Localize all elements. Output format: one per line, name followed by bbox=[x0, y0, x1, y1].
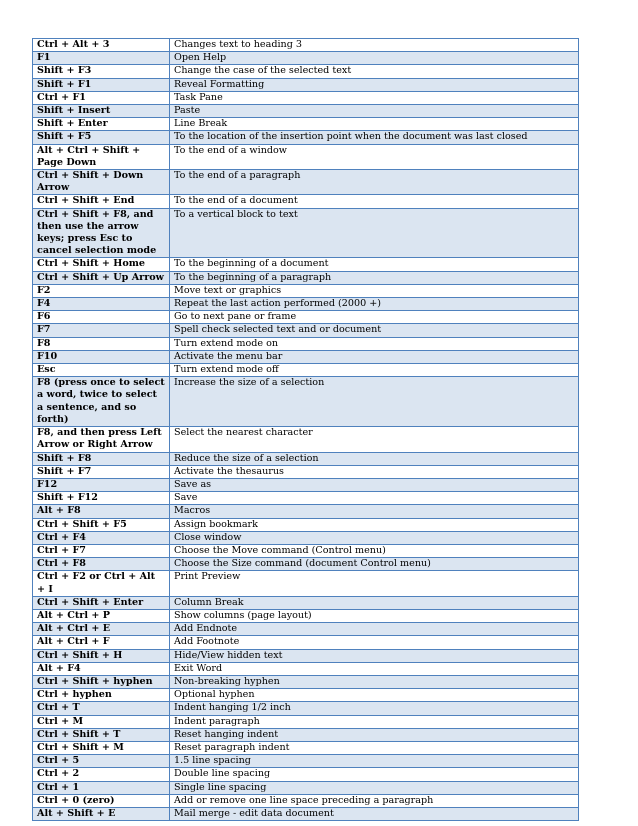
shortcut-key: F8 (press once to select a word, twice to select a sentence, and so forth) bbox=[33, 377, 170, 427]
shortcut-key: F7 bbox=[33, 324, 170, 337]
table-row bbox=[33, 492, 579, 505]
shortcut-key: Ctrl + Shift + M bbox=[33, 741, 170, 754]
shortcut-key: Alt + F4 bbox=[33, 662, 170, 675]
shortcut-key: Ctrl + M bbox=[33, 715, 170, 728]
shortcut-key: Alt + Ctrl + E bbox=[33, 623, 170, 636]
shortcut-action: To a vertical block to text bbox=[170, 208, 579, 258]
table-row bbox=[33, 271, 579, 284]
shortcut-key: Ctrl + Shift + Up Arrow bbox=[33, 271, 170, 284]
shortcut-key: F8 bbox=[33, 337, 170, 350]
shortcut-action: Line Break bbox=[170, 118, 579, 131]
shortcut-key: F6 bbox=[33, 311, 170, 324]
shortcut-key: Ctrl + Shift + hyphen bbox=[33, 675, 170, 688]
shortcut-action: 1.5 line spacing bbox=[170, 755, 579, 768]
table-row bbox=[33, 284, 579, 297]
table-row bbox=[33, 505, 579, 518]
shortcut-key: Ctrl + Shift + Home bbox=[33, 258, 170, 271]
table-row bbox=[33, 768, 579, 781]
table-row bbox=[33, 728, 579, 741]
shortcut-action: Show columns (page layout) bbox=[170, 609, 579, 622]
shortcut-action: Double line spacing bbox=[170, 768, 579, 781]
table-row bbox=[33, 596, 579, 609]
shortcut-action: Choose the Size command (document Control menu) bbox=[170, 558, 579, 571]
table-row bbox=[33, 427, 579, 452]
shortcut-action: Add or remove one line space preceding a paragraph bbox=[170, 794, 579, 807]
table-row bbox=[33, 324, 579, 337]
table-row bbox=[33, 571, 579, 596]
table-row bbox=[33, 609, 579, 622]
shortcut-key: Shift + F1 bbox=[33, 78, 170, 91]
table-row bbox=[33, 755, 579, 768]
shortcut-key: F1 bbox=[33, 52, 170, 65]
shortcut-key: Ctrl + F1 bbox=[33, 91, 170, 104]
table-row bbox=[33, 208, 579, 258]
shortcut-action: Indent paragraph bbox=[170, 715, 579, 728]
table-row bbox=[33, 131, 579, 144]
shortcut-action: Open Help bbox=[170, 52, 579, 65]
shortcut-action: Change the case of the selected text bbox=[170, 65, 579, 78]
shortcut-action: Reset paragraph indent bbox=[170, 741, 579, 754]
table-row bbox=[33, 144, 579, 169]
shortcut-action: To the beginning of a paragraph bbox=[170, 271, 579, 284]
shortcut-key: Ctrl + 0 (zero) bbox=[33, 794, 170, 807]
table-row bbox=[33, 78, 579, 91]
shortcut-action: Paste bbox=[170, 105, 579, 118]
shortcut-key: Ctrl + 2 bbox=[33, 768, 170, 781]
shortcut-action: Select the nearest character bbox=[170, 427, 579, 452]
shortcut-action: Add Endnote bbox=[170, 623, 579, 636]
table-row bbox=[33, 39, 579, 52]
shortcut-action: To the end of a paragraph bbox=[170, 170, 579, 195]
shortcut-action: Column Break bbox=[170, 596, 579, 609]
table-row bbox=[33, 741, 579, 754]
shortcut-action: Task Pane bbox=[170, 91, 579, 104]
shortcut-action: Close window bbox=[170, 531, 579, 544]
shortcut-key: Ctrl + Shift + End bbox=[33, 195, 170, 208]
table-row bbox=[33, 258, 579, 271]
shortcut-action: Spell check selected text and or document bbox=[170, 324, 579, 337]
shortcut-key: Ctrl + 5 bbox=[33, 755, 170, 768]
shortcut-key: Ctrl + Shift + F5 bbox=[33, 518, 170, 531]
shortcut-action: Indent hanging 1/2 inch bbox=[170, 702, 579, 715]
shortcut-action: Single line spacing bbox=[170, 781, 579, 794]
shortcut-key: Ctrl + Shift + F8, and then use the arrow keys; press Esc to cancel selection mode bbox=[33, 208, 170, 258]
shortcut-action: Increase the size of a selection bbox=[170, 377, 579, 427]
shortcut-key: Shift + F12 bbox=[33, 492, 170, 505]
shortcut-key: Ctrl + T bbox=[33, 702, 170, 715]
shortcut-key: F10 bbox=[33, 350, 170, 363]
shortcut-key: Ctrl + F2 or Ctrl + Alt + I bbox=[33, 571, 170, 596]
table-row bbox=[33, 781, 579, 794]
shortcut-key: Alt + Shift + E bbox=[33, 807, 170, 820]
table-row bbox=[33, 689, 579, 702]
shortcut-action: Non-breaking hyphen bbox=[170, 675, 579, 688]
table-row bbox=[33, 623, 579, 636]
shortcut-action: Changes text to heading 3 bbox=[170, 39, 579, 52]
shortcut-action: Activate the menu bar bbox=[170, 350, 579, 363]
shortcut-key: Shift + F5 bbox=[33, 131, 170, 144]
shortcut-action: Mail merge - edit data document bbox=[170, 807, 579, 820]
table-row bbox=[33, 91, 579, 104]
shortcut-action: To the end of a window bbox=[170, 144, 579, 169]
shortcut-action: Macros bbox=[170, 505, 579, 518]
shortcut-key: F4 bbox=[33, 298, 170, 311]
shortcut-key: Alt + Ctrl + F bbox=[33, 636, 170, 649]
shortcut-action: Reduce the size of a selection bbox=[170, 452, 579, 465]
table-row bbox=[33, 364, 579, 377]
table-row bbox=[33, 702, 579, 715]
table-row bbox=[33, 558, 579, 571]
table-row bbox=[33, 52, 579, 65]
table-row bbox=[33, 337, 579, 350]
table-row bbox=[33, 170, 579, 195]
shortcut-action: Optional hyphen bbox=[170, 689, 579, 702]
shortcut-key: Ctrl + F4 bbox=[33, 531, 170, 544]
table-row bbox=[33, 350, 579, 363]
table-row bbox=[33, 715, 579, 728]
shortcut-key: Shift + F3 bbox=[33, 65, 170, 78]
table-row bbox=[33, 311, 579, 324]
table-row bbox=[33, 675, 579, 688]
shortcut-key: Ctrl + F8 bbox=[33, 558, 170, 571]
shortcut-action: Save as bbox=[170, 478, 579, 491]
shortcut-key: Ctrl + 1 bbox=[33, 781, 170, 794]
shortcut-action: To the beginning of a document bbox=[170, 258, 579, 271]
shortcut-action: Reveal Formatting bbox=[170, 78, 579, 91]
table-row bbox=[33, 531, 579, 544]
table-row bbox=[33, 518, 579, 531]
table-row bbox=[33, 298, 579, 311]
shortcut-action: Save bbox=[170, 492, 579, 505]
table-row bbox=[33, 105, 579, 118]
shortcut-action: To the location of the insertion point when the document was last closed bbox=[170, 131, 579, 144]
shortcut-key: Ctrl + Shift + Down Arrow bbox=[33, 170, 170, 195]
shortcut-key: Ctrl + F7 bbox=[33, 544, 170, 557]
table-row bbox=[33, 662, 579, 675]
shortcut-action: Add Footnote bbox=[170, 636, 579, 649]
table-row bbox=[33, 465, 579, 478]
shortcut-key: Shift + Enter bbox=[33, 118, 170, 131]
shortcut-key: Alt + F8 bbox=[33, 505, 170, 518]
shortcut-key: Ctrl + hyphen bbox=[33, 689, 170, 702]
shortcut-key: Ctrl + Shift + Enter bbox=[33, 596, 170, 609]
table-row bbox=[33, 649, 579, 662]
shortcut-table-body bbox=[33, 39, 579, 821]
shortcut-action: Choose the Move command (Control menu) bbox=[170, 544, 579, 557]
table-row bbox=[33, 636, 579, 649]
table-row bbox=[33, 544, 579, 557]
shortcut-key: Esc bbox=[33, 364, 170, 377]
shortcut-action: Go to next pane or frame bbox=[170, 311, 579, 324]
table-row bbox=[33, 195, 579, 208]
shortcut-key: Alt + Ctrl + Shift + Page Down bbox=[33, 144, 170, 169]
shortcut-action: Repeat the last action performed (2000 +) bbox=[170, 298, 579, 311]
table-row bbox=[33, 794, 579, 807]
shortcut-action: Move text or graphics bbox=[170, 284, 579, 297]
shortcut-action: Activate the thesaurus bbox=[170, 465, 579, 478]
shortcut-table bbox=[32, 38, 579, 821]
shortcut-key: F2 bbox=[33, 284, 170, 297]
table-row bbox=[33, 452, 579, 465]
shortcut-action: Reset hanging indent bbox=[170, 728, 579, 741]
shortcut-action: Turn extend mode off bbox=[170, 364, 579, 377]
shortcut-key: Alt + Ctrl + P bbox=[33, 609, 170, 622]
shortcut-action: Assign bookmark bbox=[170, 518, 579, 531]
shortcut-key: Ctrl + Shift + T bbox=[33, 728, 170, 741]
table-row bbox=[33, 478, 579, 491]
shortcut-key: Shift + F7 bbox=[33, 465, 170, 478]
shortcut-action: Turn extend mode on bbox=[170, 337, 579, 350]
shortcut-key: Ctrl + Shift + H bbox=[33, 649, 170, 662]
table-row bbox=[33, 65, 579, 78]
table-row bbox=[33, 118, 579, 131]
shortcut-action: Exit Word bbox=[170, 662, 579, 675]
shortcut-key: F8, and then press Left Arrow or Right Arrow bbox=[33, 427, 170, 452]
shortcut-action: Hide/View hidden text bbox=[170, 649, 579, 662]
shortcut-key: Shift + F8 bbox=[33, 452, 170, 465]
shortcut-key: Shift + Insert bbox=[33, 105, 170, 118]
table-row bbox=[33, 807, 579, 820]
shortcut-action: Print Preview bbox=[170, 571, 579, 596]
shortcut-action: To the end of a document bbox=[170, 195, 579, 208]
shortcut-key: Ctrl + Alt + 3 bbox=[33, 39, 170, 52]
table-row bbox=[33, 377, 579, 427]
shortcut-key: F12 bbox=[33, 478, 170, 491]
